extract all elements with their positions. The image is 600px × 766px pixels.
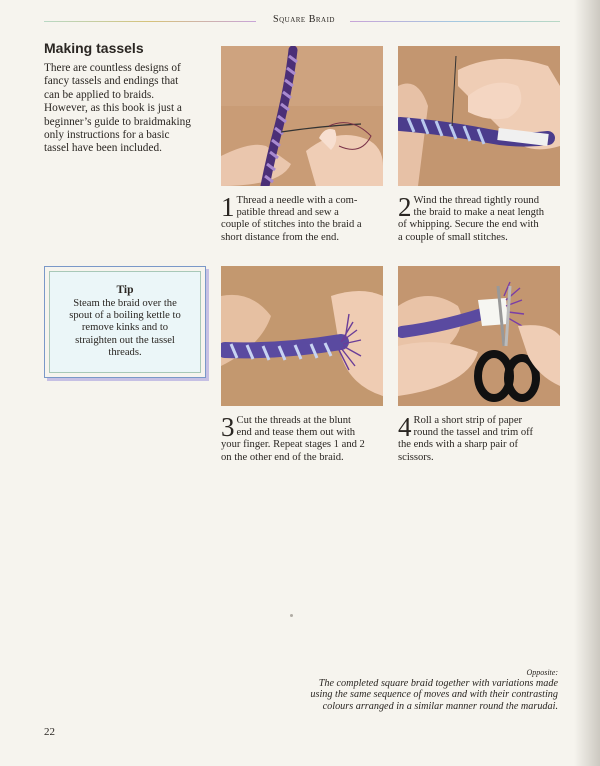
- step-number: 3: [221, 412, 235, 442]
- intro-line: beginner’s guide to braidmaking: [44, 115, 191, 128]
- intro-line: can be applied to braids.: [44, 88, 155, 101]
- step-line: the braid to make a neat length: [413, 207, 545, 219]
- intro-section: [44, 40, 216, 156]
- step-line: Cut the threads at the blunt: [236, 415, 351, 426]
- step-line: of whipping. Secure the end with: [398, 219, 539, 231]
- tip-box: [44, 266, 206, 378]
- running-header-title: Square Braid: [273, 14, 335, 25]
- intro-line: However, as this book is just a: [44, 102, 182, 115]
- step-line: Thread a needle with a com-: [236, 195, 358, 206]
- step-2-caption: [398, 192, 563, 244]
- step-line: on the other end of the braid.: [221, 451, 344, 463]
- intro-line: tassel have been included.: [44, 142, 162, 155]
- header-rule-right: [350, 21, 560, 22]
- step-1-photo: [221, 46, 383, 186]
- step-3-photo: [221, 266, 383, 406]
- page-number: 22: [44, 726, 55, 738]
- opposite-caption: [258, 668, 558, 712]
- step-4-photo: [398, 266, 560, 406]
- intro-line: There are countless designs of: [44, 62, 181, 74]
- running-header: [44, 12, 560, 32]
- step-line: the ends with a sharp pair of: [398, 439, 519, 451]
- intro-line: only instructions for a basic: [44, 129, 170, 142]
- step-line: Roll a short strip of paper: [413, 415, 523, 426]
- step-number: 1: [221, 192, 235, 222]
- step-line: round the tassel and trim off: [413, 427, 534, 439]
- step-line: Wind the thread tightly round: [413, 195, 539, 206]
- opposite-line: The completed square braid together with variations made: [318, 678, 558, 689]
- tip-inner: [49, 271, 201, 373]
- step-line: scissors.: [398, 451, 434, 463]
- opposite-line: using the same sequence of moves and with their contrasting: [310, 689, 558, 701]
- step-4-caption: [398, 412, 563, 464]
- step-line: a couple of small stitches.: [398, 231, 508, 243]
- tip-line: spout of a boiling kettle to: [69, 310, 181, 322]
- step-number: 2: [398, 192, 412, 222]
- tip-body: [50, 298, 200, 359]
- intro-line: fancy tassels and endings that: [44, 75, 179, 88]
- step-line: couple of stitches into the braid a: [221, 219, 362, 231]
- tip-line: threads.: [108, 346, 142, 358]
- paper-speck: [290, 614, 293, 617]
- tip-line: remove kinks and to: [81, 322, 169, 334]
- tip-line: straighten out the tassel: [75, 334, 175, 346]
- section-heading: Making tassels: [44, 40, 144, 56]
- step-line: patible thread and sew a: [236, 207, 339, 219]
- step-3-caption: [221, 412, 386, 464]
- header-rule-left: [44, 21, 256, 22]
- tip-line: Steam the braid over the: [73, 298, 177, 309]
- opposite-line: colours arranged in a similar manner round the marudai.: [322, 700, 558, 712]
- intro-paragraph: [44, 62, 216, 156]
- step-number: 4: [398, 412, 412, 442]
- step-line: your finger. Repeat stages 1 and 2: [221, 439, 365, 451]
- step-line: short distance from the end.: [221, 231, 339, 243]
- opposite-text: [258, 678, 558, 712]
- step-1-caption: [221, 192, 386, 244]
- step-line: end and tease them out with: [236, 427, 356, 439]
- step-2-photo: [398, 46, 560, 186]
- opposite-label: Opposite:: [526, 668, 558, 677]
- page-edge-shadow: [574, 0, 600, 766]
- tip-title: Tip: [116, 284, 134, 296]
